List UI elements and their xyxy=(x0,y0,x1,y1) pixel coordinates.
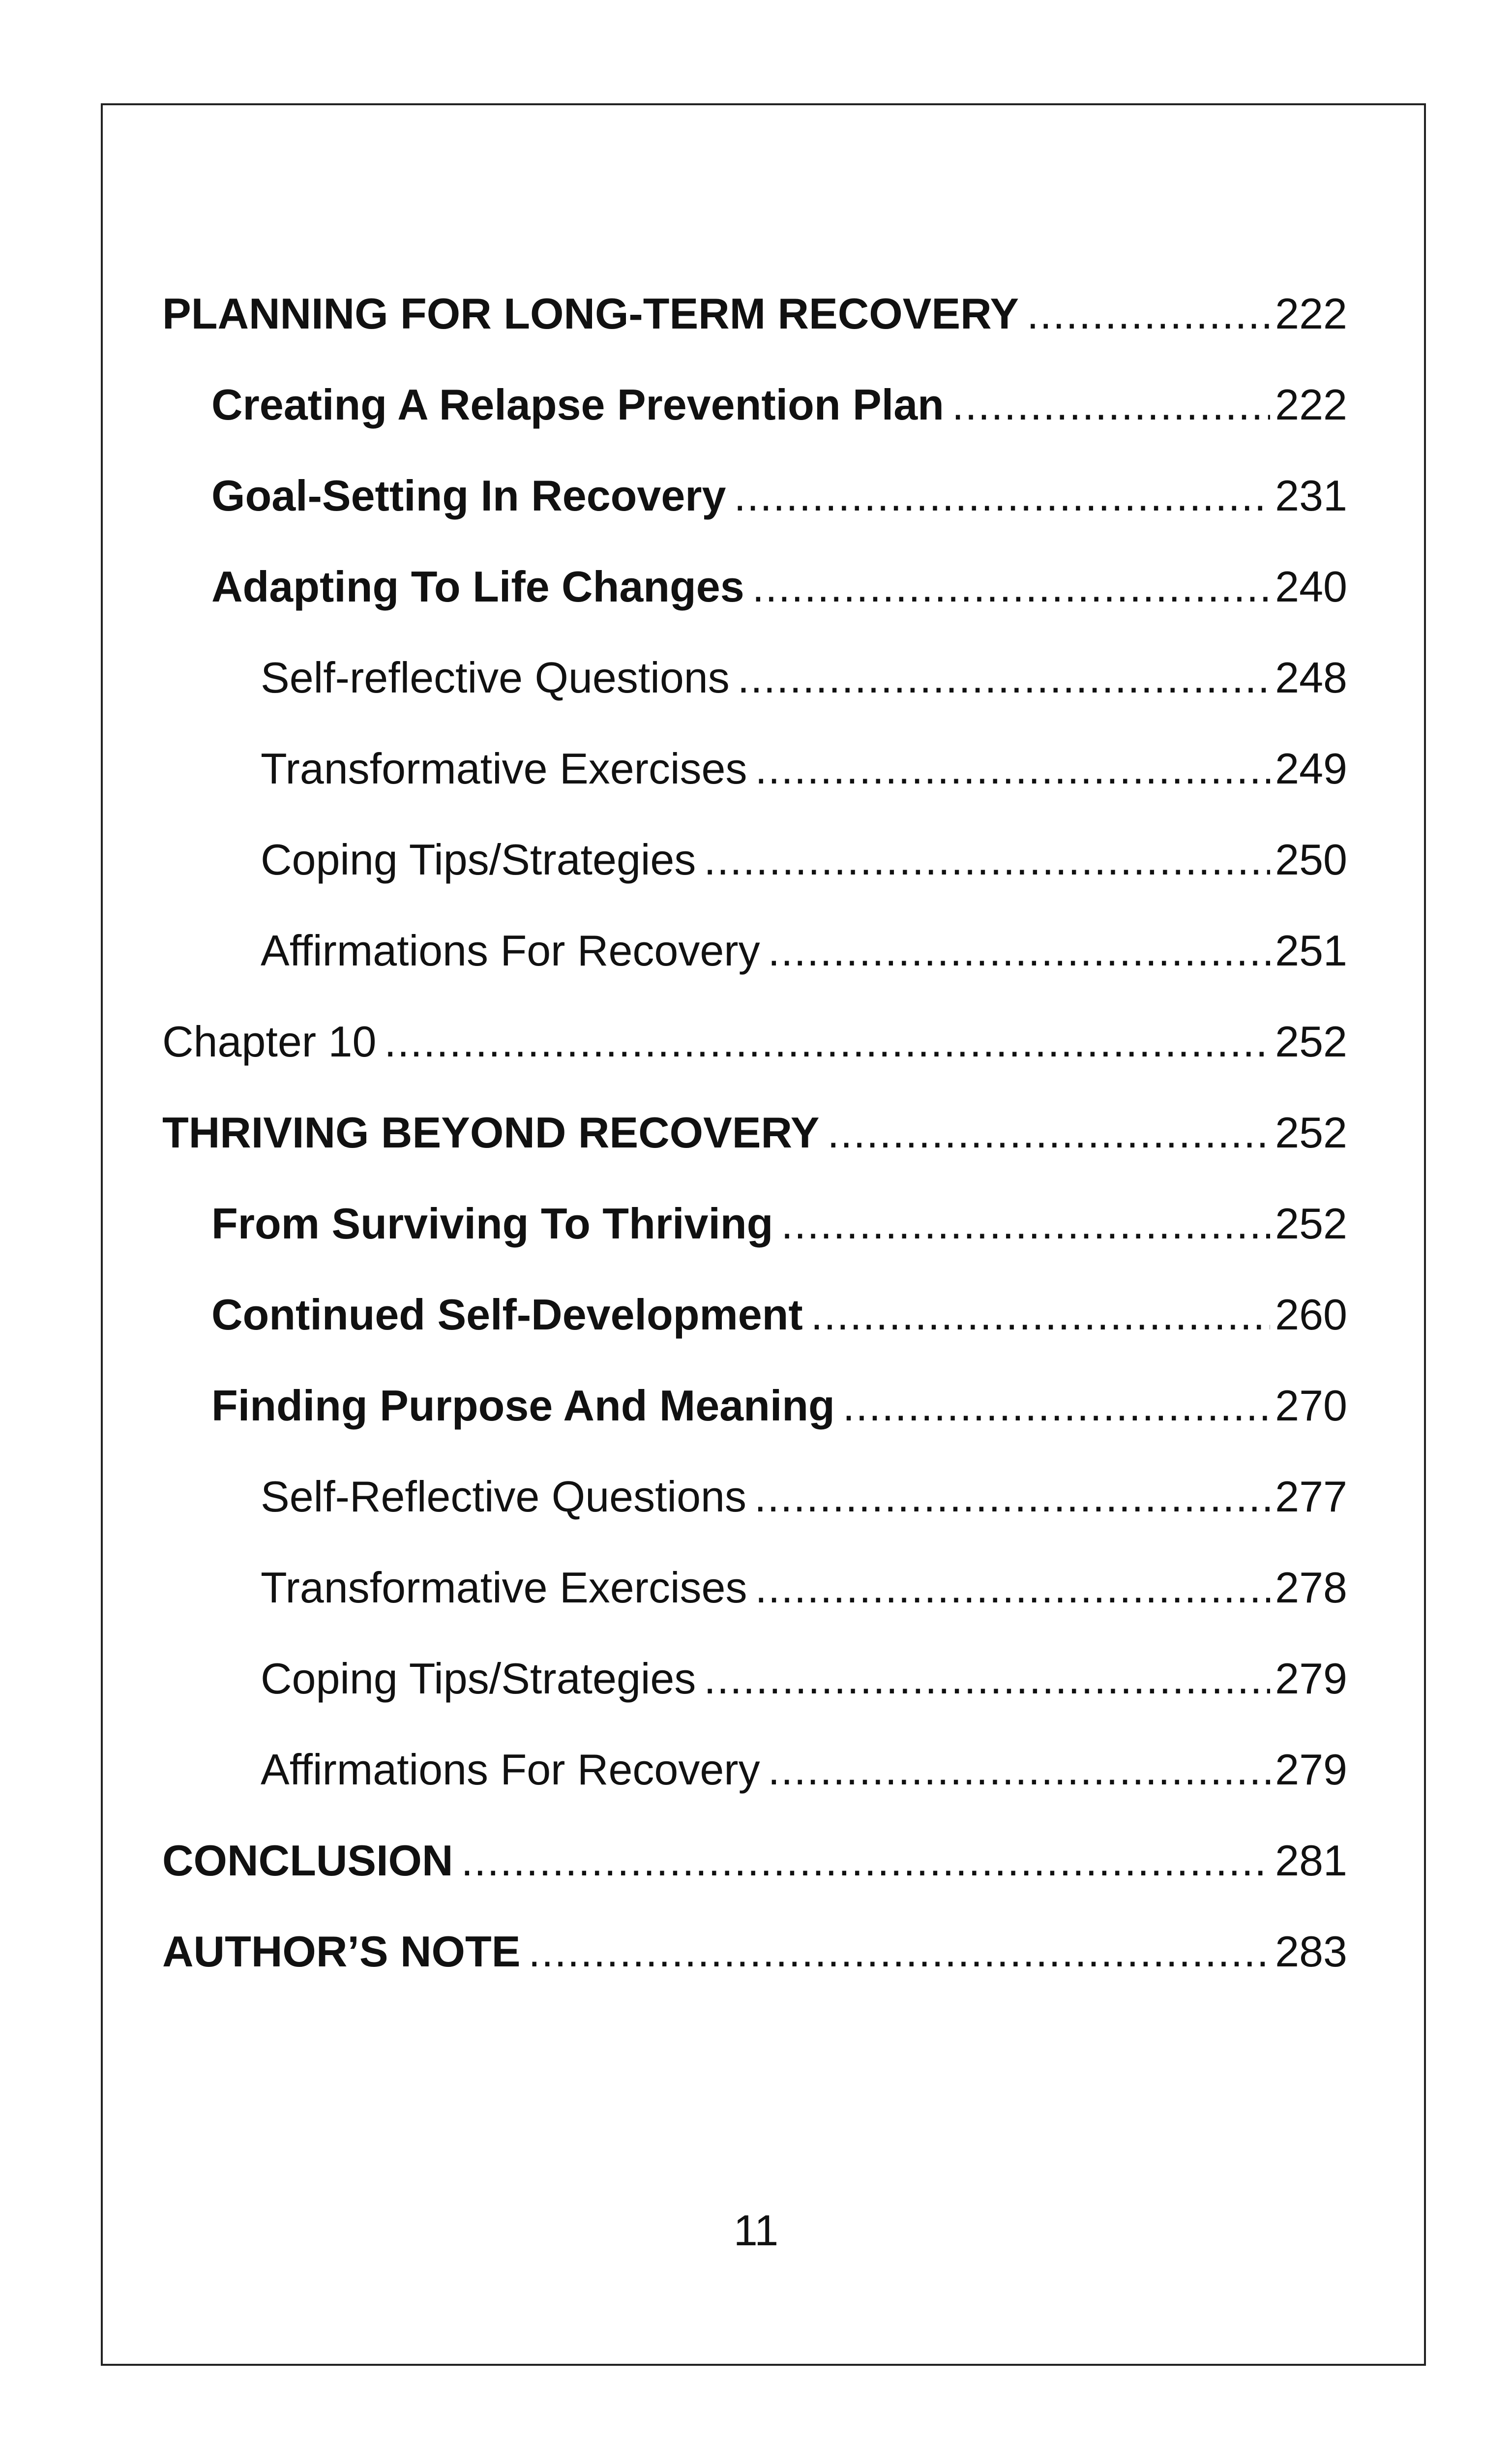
table-of-contents xyxy=(162,268,1347,1997)
toc-entry-page: 279 xyxy=(1275,1745,1347,1794)
toc-entry-title: THRIVING BEYOND RECOVERY xyxy=(162,1108,820,1157)
dot-leader xyxy=(1027,268,1270,359)
toc-entry-goal-setting-in-recovery[interactable] xyxy=(162,450,1347,541)
toc-entry-title: Self-reflective Questions xyxy=(261,653,730,702)
toc-entry-title: Creating A Relapse Prevention Plan xyxy=(211,380,944,429)
toc-entry-page: 249 xyxy=(1275,744,1347,793)
toc-entry-page: 270 xyxy=(1275,1381,1347,1430)
toc-entry-title: Coping Tips/Strategies xyxy=(261,1654,696,1703)
dot-leader xyxy=(781,1178,1270,1269)
toc-entry-self-reflective-questions-2[interactable] xyxy=(162,1451,1347,1542)
toc-entry-self-reflective-questions[interactable] xyxy=(162,632,1347,723)
toc-entry-page: 222 xyxy=(1275,289,1347,338)
dot-leader xyxy=(754,1451,1270,1542)
toc-entry-adapting-to-life-changes[interactable] xyxy=(162,541,1347,632)
toc-entry-title: Coping Tips/Strategies xyxy=(261,835,696,884)
toc-entry-title: Affirmations For Recovery xyxy=(261,926,760,975)
toc-entry-title: From Surviving To Thriving xyxy=(211,1199,773,1248)
dot-leader xyxy=(704,814,1270,905)
toc-entry-page: 252 xyxy=(1275,1199,1347,1248)
toc-entry-authors-note[interactable] xyxy=(162,1906,1347,1997)
toc-entry-title: Affirmations For Recovery xyxy=(261,1745,760,1794)
dot-leader xyxy=(461,1815,1271,1906)
toc-entry-transformative-exercises-2[interactable] xyxy=(162,1542,1347,1633)
toc-entry-thriving-beyond-recovery[interactable] xyxy=(162,1087,1347,1178)
dot-leader xyxy=(843,1360,1270,1451)
toc-entry-page: 222 xyxy=(1275,380,1347,429)
toc-entry-page: 250 xyxy=(1275,835,1347,884)
toc-entry-page: 278 xyxy=(1275,1563,1347,1612)
toc-entry-title: Continued Self-Development xyxy=(211,1290,803,1339)
toc-entry-title: Transformative Exercises xyxy=(261,744,747,793)
toc-entry-page: 248 xyxy=(1275,653,1347,702)
toc-entry-page: 231 xyxy=(1275,471,1347,520)
dot-leader xyxy=(952,359,1270,450)
dot-leader xyxy=(738,632,1270,723)
toc-entry-coping-tips-strategies[interactable] xyxy=(162,814,1347,905)
dot-leader xyxy=(827,1087,1270,1178)
toc-entry-page: 279 xyxy=(1275,1654,1347,1703)
toc-entry-page: 283 xyxy=(1275,1927,1347,1976)
toc-entry-title: Goal-Setting In Recovery xyxy=(211,471,726,520)
dot-leader xyxy=(528,1906,1270,1997)
toc-entry-title: CONCLUSION xyxy=(162,1836,453,1885)
toc-entry-title: Self-Reflective Questions xyxy=(261,1472,746,1521)
toc-entry-title: AUTHOR’S NOTE xyxy=(162,1927,521,1976)
toc-entry-page: 277 xyxy=(1275,1472,1347,1521)
dot-leader xyxy=(704,1633,1270,1724)
toc-entry-title: Finding Purpose And Meaning xyxy=(211,1381,835,1430)
page-number: 11 xyxy=(733,2206,779,2255)
toc-entry-page: 252 xyxy=(1275,1017,1347,1066)
dot-leader xyxy=(384,996,1270,1087)
toc-entry-title: Chapter 10 xyxy=(162,1017,377,1066)
dot-leader xyxy=(755,723,1270,814)
dot-leader xyxy=(755,1542,1270,1633)
toc-entry-coping-tips-strategies-2[interactable] xyxy=(162,1633,1347,1724)
toc-entry-page: 251 xyxy=(1275,926,1347,975)
toc-entry-page: 260 xyxy=(1275,1290,1347,1339)
dot-leader xyxy=(752,541,1271,632)
toc-entry-page: 281 xyxy=(1275,1836,1347,1885)
dot-leader xyxy=(768,905,1271,996)
toc-entry-transformative-exercises[interactable] xyxy=(162,723,1347,814)
toc-entry-continued-self-development[interactable] xyxy=(162,1269,1347,1360)
toc-entry-finding-purpose-and-meaning[interactable] xyxy=(162,1360,1347,1451)
toc-entry-chapter-10[interactable] xyxy=(162,996,1347,1087)
dot-leader xyxy=(811,1269,1270,1360)
toc-entry-planning-for-long-term-recovery[interactable] xyxy=(162,268,1347,359)
toc-entry-page: 240 xyxy=(1275,562,1347,611)
toc-entry-page: 252 xyxy=(1275,1108,1347,1157)
toc-entry-creating-a-relapse-prevention-plan[interactable] xyxy=(162,359,1347,450)
toc-entry-from-surviving-to-thriving[interactable] xyxy=(162,1178,1347,1269)
toc-entry-title: Transformative Exercises xyxy=(261,1563,747,1612)
toc-entry-title: PLANNING FOR LONG-TERM RECOVERY xyxy=(162,289,1019,338)
toc-entry-title: Adapting To Life Changes xyxy=(211,562,744,611)
dot-leader xyxy=(734,450,1270,541)
toc-entry-affirmations-for-recovery-2[interactable] xyxy=(162,1724,1347,1815)
toc-entry-affirmations-for-recovery[interactable] xyxy=(162,905,1347,996)
dot-leader xyxy=(768,1724,1271,1815)
toc-entry-conclusion[interactable] xyxy=(162,1815,1347,1906)
